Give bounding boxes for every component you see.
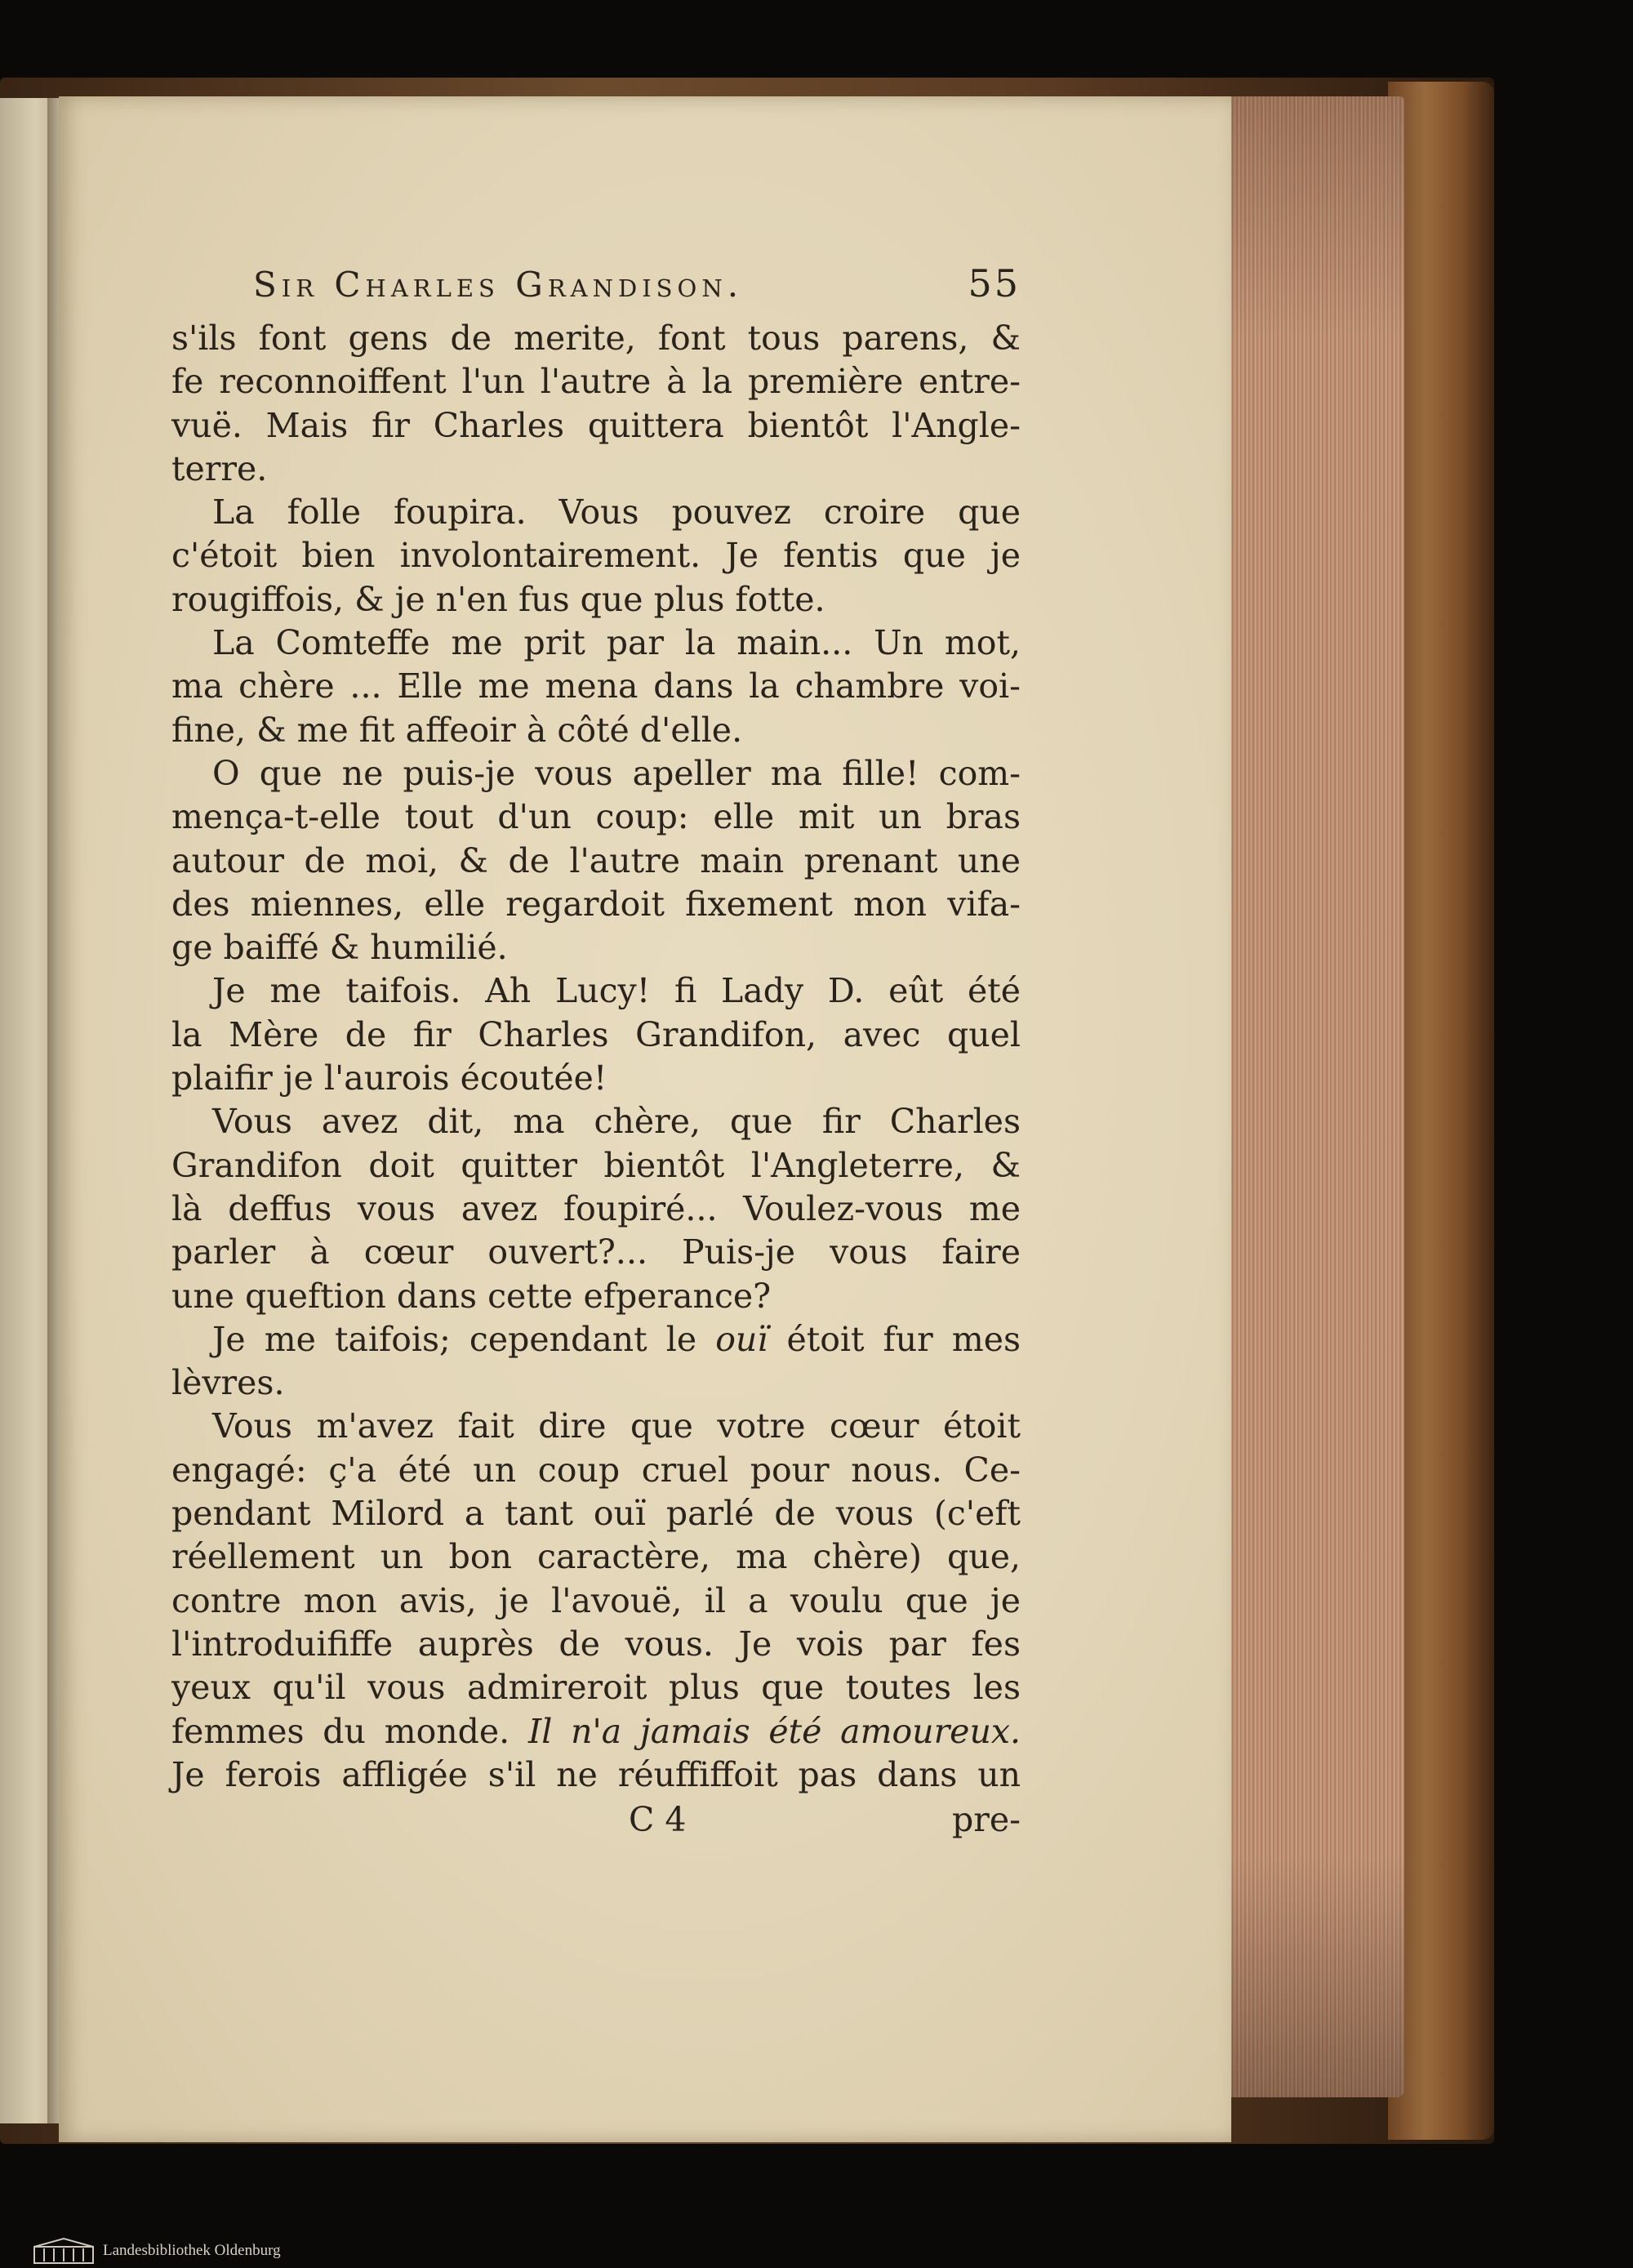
text-line: Je ferois affligée s'il ne réuffiffoit pas dans un <box>171 1754 1021 1794</box>
text-line: femmes du monde. Il n'a jamais été amoureux. <box>171 1711 1021 1751</box>
text-line: La folle foupira. Vous pouvez croire que <box>212 492 1021 532</box>
text-line: pendant Milord a tant ouï parlé de vous (c'eft <box>171 1494 1021 1534</box>
text-line: mença-t-elle tout d'un coup: elle mit un bras <box>171 797 1021 837</box>
text-line: là deffus vous avez foupiré... Voulez-vous me <box>171 1188 1021 1228</box>
signature-mark: C 4 <box>629 1800 687 1840</box>
text-line: plaifir je l'aurois écoutée! <box>171 1058 607 1098</box>
text-line: contre mon avis, je l'avouë, il a voulu que je <box>171 1580 1021 1620</box>
text-line: fe reconnoiffent l'un l'autre à la première entre- <box>171 362 1021 402</box>
text-line: lèvres. <box>171 1363 285 1403</box>
library-logo-icon <box>33 2237 95 2265</box>
text-line: La Comteffe me prit par la main... Un mot, <box>212 623 1021 663</box>
text-line: yeux qu'il vous admireroit plus que toutes les <box>171 1668 1021 1708</box>
text-line: la Mère de fir Charles Grandifon, avec quel <box>171 1014 1021 1054</box>
text-line: réellement un bon caractère, ma chère) que, <box>171 1537 1021 1577</box>
text-line: ge baiffé & humilié. <box>171 928 508 968</box>
text-line: fine, & me fit affeoir à côté d'elle. <box>171 710 743 750</box>
text-line: rougiffois, & je n'en fus que plus fotte. <box>171 579 825 619</box>
facing-page-edge <box>0 98 51 2123</box>
page-footer-marks <box>171 1800 1021 1839</box>
text-line: vuë. Mais fir Charles quittera bientôt l'Angle- <box>171 405 1021 445</box>
italic-phrase: Il n'a jamais été amoureux. <box>528 1711 1021 1751</box>
library-name: Landesbibliothek Oldenburg <box>103 2242 281 2259</box>
text-line: une queftion dans cette efperance? <box>171 1276 772 1316</box>
catchword: pre- <box>952 1800 1021 1840</box>
text-line: O que ne puis-je vous apeller ma fille! com- <box>212 753 1021 793</box>
running-head <box>171 261 1021 305</box>
text-line: l'introduififfe auprès de vous. Je vois par fes <box>171 1624 1021 1664</box>
text-line: Je me taifois. Ah Lucy! fi Lady D. eût été <box>212 971 1021 1011</box>
text-line: Vous m'avez fait dire que votre cœur étoit <box>212 1406 1021 1446</box>
text-line: Je me taifois; cependant le ouï étoit fur mes <box>212 1319 1021 1359</box>
text-line: Grandifon doit quitter bientôt l'Angleterre, & <box>171 1145 1021 1185</box>
text-line: autour de moi, & de l'autre main prenant une <box>171 840 1021 880</box>
text-line: parler à cœur ouvert?... Puis-je vous faire <box>171 1232 1021 1272</box>
text-line: des miennes, elle regardoit fixement mon vifa- <box>171 884 1021 924</box>
text-line: c'étoit bien involontairement. Je fentis que je <box>171 536 1021 576</box>
page-text <box>171 261 1021 1839</box>
page-number: 55 <box>968 261 1021 305</box>
text-line: Vous avez dit, ma chère, que fir Charles <box>212 1102 1021 1142</box>
italic-word: ouï <box>715 1319 768 1359</box>
body-text <box>171 317 1021 1797</box>
running-title: Sir Charles Grandison. <box>253 265 744 305</box>
text-line: ma chère ... Elle me mena dans la chambre voi- <box>171 666 1021 706</box>
text-line: terre. <box>171 448 268 488</box>
footer-bar <box>0 2234 1633 2268</box>
text-line: engagé: ç'a été un coup cruel pour nous. Ce- <box>171 1450 1021 1490</box>
text-line: s'ils font gens de merite, font tous parens, & <box>171 319 1021 358</box>
